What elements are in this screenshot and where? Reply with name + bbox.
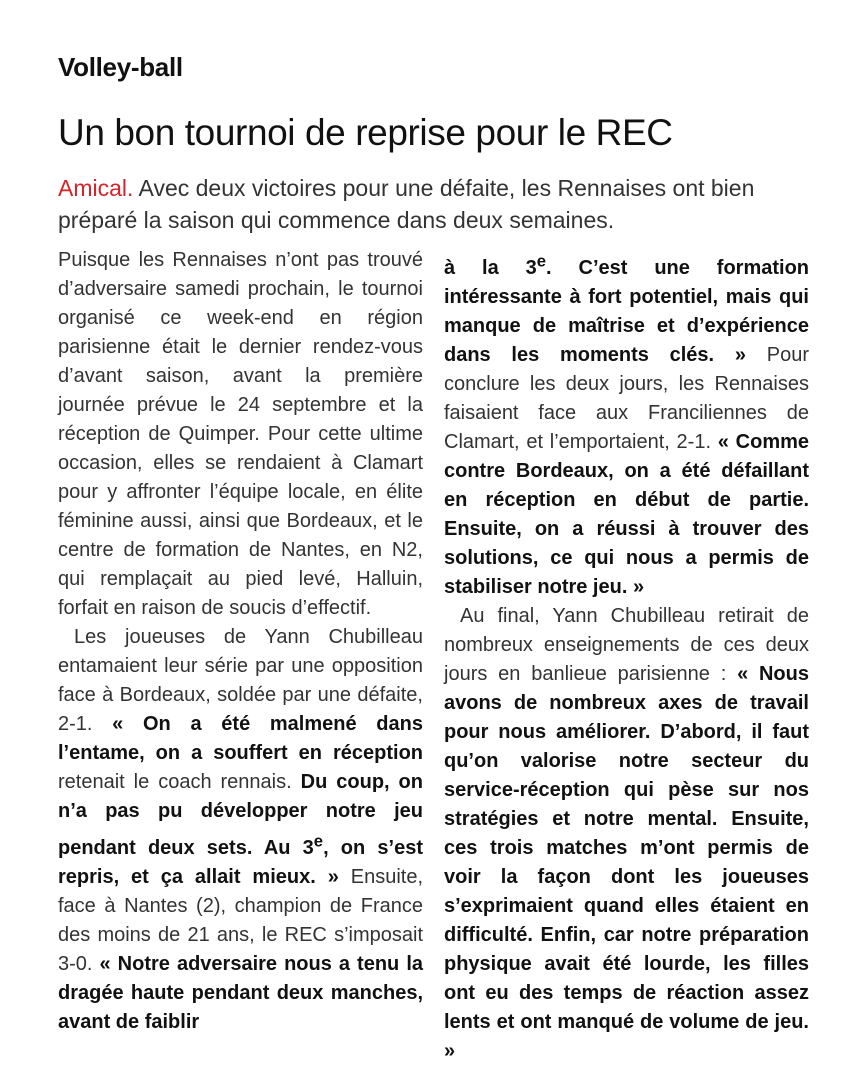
body-paragraph-2-continued [444, 246, 809, 602]
article-headline: Un bon tournoi de reprise pour le REC [58, 112, 673, 153]
quote-text: Du coup, on n’a pas pu développer notre jeu pendant deux sets. Au 3 [58, 771, 423, 859]
ordinal-sup: e [536, 251, 547, 270]
quote-run: « On a été malmené dans l’entame, on a souffert en réception [58, 713, 423, 764]
lead-kicker: Amical. [58, 175, 134, 201]
text-run: retenait le coach rennais. [58, 771, 301, 793]
quote-run: « Nous avons de nombreux axes de travail pour nous améliorer. D’abord, il faut qu’on valorise notre secteur du service-réception qui pèse sur nos stratégies et notre mental. Ensuite, ces trois matches m’ont permis de voir la façon dont les joueuses s’exprimaient quand elles étaient en difficulté. Enfin, car notre préparation physique avait été lourde, les filles ont eu des temps de réaction assez lents et ont manqué de volume de jeu. » [444, 662, 809, 1062]
lead-text: Avec deux victoires pour une défaite, les Rennaises ont bien préparé la saison qui commence dans deux semaines. [58, 175, 755, 233]
body-paragraph-3 [444, 602, 809, 1066]
quote-text: . C’est une formation intéressante à fort potentiel, mais qui manque de maîtrise et d’expérience dans les moments clés. » [444, 256, 810, 366]
text-run: Ensuite, face à Nantes (2), champion de France des moins de 21 ans, le REC s’imposait 3-0. [58, 865, 423, 975]
body-paragraph-2 [58, 623, 423, 1037]
text-run: Les joueuses de Yann Chubilleau entamaient leur série par une opposition face à Bordeaux, soldée par une défaite, 2-1. [58, 626, 423, 735]
quote-text: , on s’est repris, et ça allait mieux. » [58, 836, 423, 888]
quote-run: « Comme contre Bordeaux, on a été défaillant en réception en début de partie. Ensuite, on a réussi à trouver des solutions, ce qui nous a permis de stabiliser notre jeu. » [444, 430, 810, 598]
section-rubric: Volley-ball [58, 52, 183, 82]
quote-run: « Notre adversaire nous a tenu la dragée haute pendant deux manches, avant de faiblir [58, 952, 423, 1033]
body-paragraph-1: Puisque les Rennaises n’ont pas trouvé d’adversaire samedi prochain, le tournoi organisé ce week-end en région parisienne était le dernier rendez-vous d’avant saison, avant la première journée prévue le 24 septembre et la réception de Quimper. Pour cette ultime occasion, elles se rendaient à Clamart pour y affronter l’équipe locale, en élite féminine aussi, ainsi que Bordeaux, et le centre de formation de Nantes, en N2, qui remplaçait au pied levé, Halluin, forfait en raison de soucis d’effectif. [58, 249, 423, 619]
quote-text: à la 3 [444, 256, 537, 279]
text-run: Au final, Yann Chubilleau retirait de nombreux enseignements de ces deux jours en banlieue parisienne : [444, 604, 809, 685]
article-column-right [444, 246, 809, 1066]
article-column-left [58, 246, 423, 1037]
text-run: Pour conclure les deux jours, les Rennaises faisaient face aux Franciliennes de Clamart, et l’emportaient, 2-1. [444, 343, 809, 453]
ordinal-sup: e [313, 831, 324, 850]
article-lead [58, 172, 798, 236]
